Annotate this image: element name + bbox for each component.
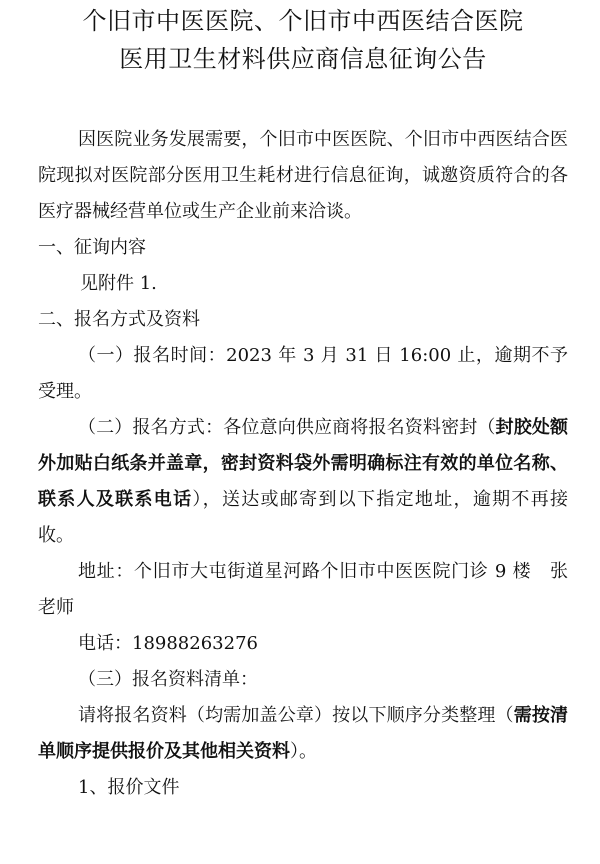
list-item-1: 1、报价文件: [78, 777, 180, 798]
item-2-registration-method: [38, 410, 568, 554]
section-1-content: 见附件 1.: [80, 273, 157, 294]
phone-number: 18988263276: [132, 633, 258, 654]
item-2-bold-text: 封胶处额外加贴白纸条并盖章，密封资料袋外需明确标注有效的单位名称、联系人及联系电话: [38, 417, 569, 510]
document-title: [38, 2, 568, 78]
address-line: 地址：个旧市大屯街道星河路个旧市中医医院门诊 9 楼 张老师: [38, 561, 568, 618]
item-3-bold-text: 需按清单顺序提供报价及其他相关资料: [38, 705, 569, 762]
item-3-prefix: 请将报名资料（均需加盖公章）按以下顺序分类整理（: [78, 705, 514, 726]
title-line-2: 医用卫生材料供应商信息征询公告: [119, 45, 487, 73]
item-1-registration-time: （一）报名时间：2023 年 3 月 31 日 16:00 止，逾期不予受理。: [38, 345, 568, 402]
title-line-1: 个旧市中医医院、个旧市中西医结合医院: [82, 7, 524, 35]
section-2-heading: 二、报名方式及资料: [38, 309, 200, 330]
document-body: [38, 122, 568, 806]
item-3-content: [38, 698, 568, 770]
intro-paragraph: 因医院业务发展需要，个旧市中医医院、个旧市中西医结合医院现拟对医院部分医用卫生耗材进行信息征询，诚邀资质符合的各医疗器械经营单位或生产企业前来洽谈。: [38, 129, 568, 222]
phone-label: 电话：: [78, 633, 132, 654]
item-3-suffix: ）。: [290, 741, 317, 762]
item-2-prefix: （二）报名方式：各位意向供应商将报名资料密封（: [78, 417, 496, 438]
section-1-heading: 一、征询内容: [38, 237, 146, 258]
item-2-suffix: ），送达或邮寄到以下指定地址，逾期不再接收。: [38, 489, 569, 546]
item-3-heading: （三）报名资料清单：: [78, 669, 258, 690]
phone-line: [38, 626, 568, 662]
